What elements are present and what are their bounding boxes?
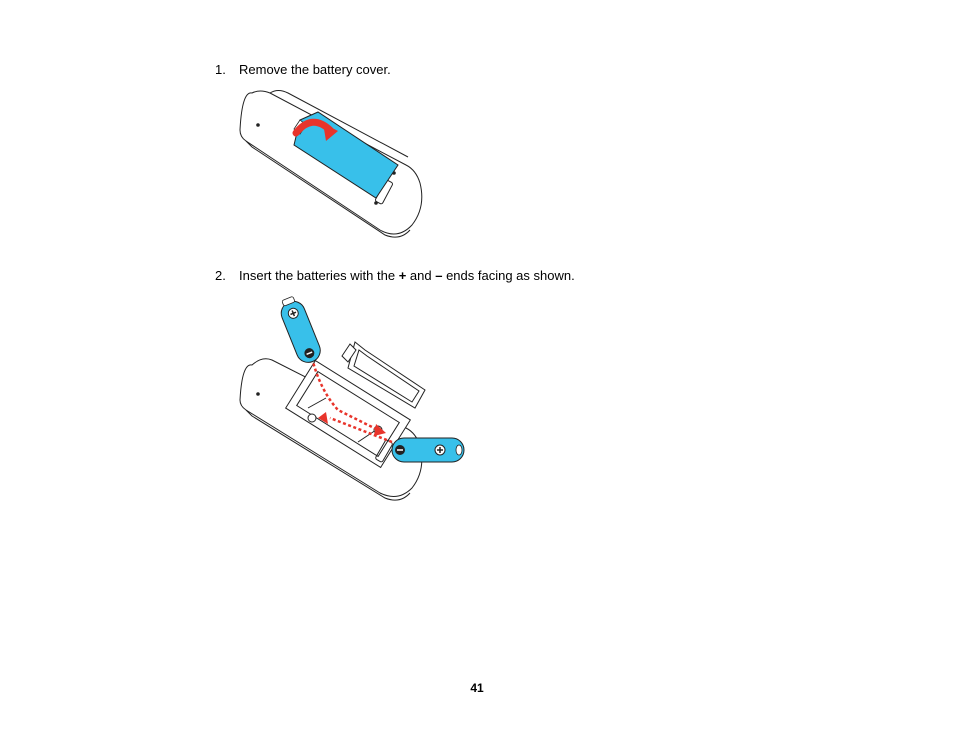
step-2-text-middle: and [406, 268, 436, 283]
step-1-number: 1. [215, 62, 226, 77]
battery-vertical [276, 294, 324, 366]
plus-symbol: + [398, 268, 407, 283]
step-2 [215, 268, 575, 284]
step-1-text: Remove the battery cover. [239, 62, 391, 77]
remove-battery-cover-illustration [230, 85, 430, 240]
step-2-number: 2. [215, 268, 226, 283]
page-number: 41 [470, 681, 484, 695]
insert-batteries-illustration [230, 290, 470, 505]
step-1 [215, 62, 391, 78]
battery-horizontal [392, 438, 464, 462]
step-2-text-before: Insert the batteries with the [239, 268, 399, 283]
battery-vertical-body [278, 298, 324, 366]
step-2-text-after: ends facing as shown. [442, 268, 575, 283]
minus-symbol: – [435, 268, 443, 283]
